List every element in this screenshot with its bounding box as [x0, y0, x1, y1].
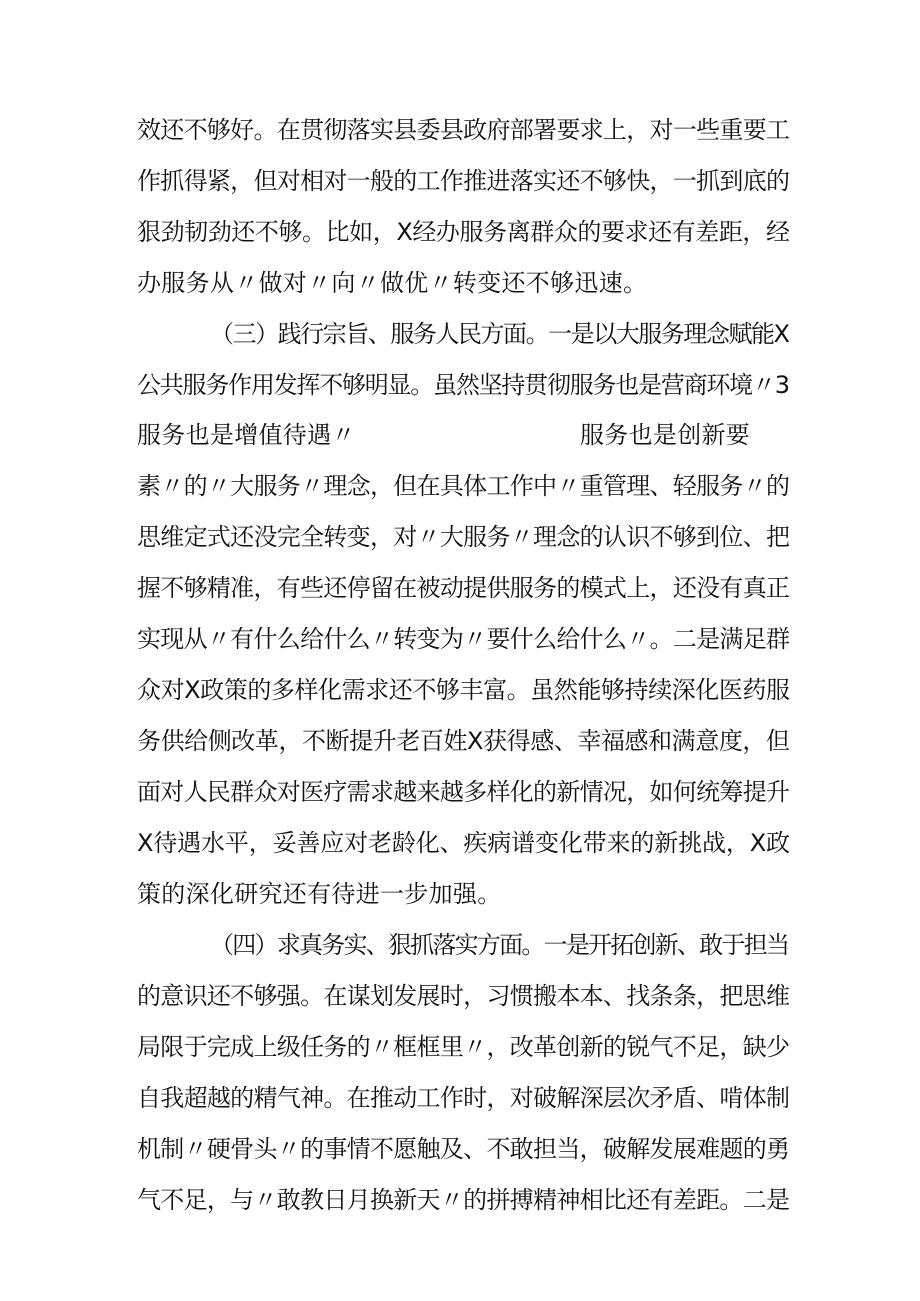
- text-line: 握不够精准，有些还停留在被动提供服务的模式上，还没有真正: [137, 574, 790, 602]
- text-line: 局限于完成上级任务的〃框框里〃，改革创新的锐气不足，缺少: [137, 1033, 790, 1061]
- text-line: 公共服务作用发挥不够明显。虽然坚持贯彻服务也是营商环境〃3: [137, 371, 789, 399]
- text-line: 实现从〃有什么给什么〃转变为〃要什么给什么〃。二是满足群: [137, 625, 790, 653]
- text-line: 狠劲韧劲还不够。比如，X经办服务离群众的要求还有差距，经: [137, 218, 790, 246]
- text-line: 策的深化研究还有待进一步加强。: [137, 880, 502, 908]
- text-line: 务供给侧改革，不断提升老百姓X获得感、幸福感和满意度，但: [137, 727, 790, 755]
- text-line: 面对人民群众对医疗需求越来越多样化的新情况，如何统筹提升: [137, 778, 790, 806]
- text-line: 办服务从〃做对〃向〃做优〃转变还不够迅速。: [137, 269, 648, 297]
- text-line: 众对X政策的多样化需求还不够丰富。虽然能够持续深化医药服: [137, 676, 790, 704]
- text-line: 机制〃硬骨头〃的事情不愿触及、不敢担当，破解发展难题的勇: [137, 1135, 790, 1163]
- text-line: 思维定式还没完全转变，对〃大服务〃理念的认识不够到位、把: [137, 523, 790, 551]
- text-line: X待遇水平，妥善应对老龄化、疾病谱变化带来的新挑战，X政: [137, 829, 790, 857]
- text-line: （三）践行宗旨、服务人民方面。一是以大服务理念赋能X: [210, 320, 789, 348]
- text-line: 服务也是创新要: [580, 421, 751, 449]
- text-line: 效还不够好。在贯彻落实县委县政府部署要求上，对一些重要工: [137, 116, 790, 144]
- text-line: 的意识还不够强。在谋划发展时，习惯搬本本、找条条，把思维: [137, 982, 790, 1010]
- text-line: 自我超越的精气神。在推动工作时，对破解深层次矛盾、啃体制: [137, 1084, 790, 1112]
- text-line: 服务也是增值待遇〃: [137, 421, 356, 449]
- text-line: 气不足，与〃敢教日月换新天〃的拼搏精神相比还有差距。二是: [137, 1186, 790, 1214]
- text-line: 作抓得紧，但对相对一般的工作推进落实还不够快，一抓到底的: [137, 167, 790, 195]
- text-line: （四）求真务实、狠抓落实方面。一是开拓创新、敢于担当: [210, 931, 789, 959]
- text-line: 素〃的〃大服务〃理念，但在具体工作中〃重管理、轻服务〃的: [137, 472, 790, 500]
